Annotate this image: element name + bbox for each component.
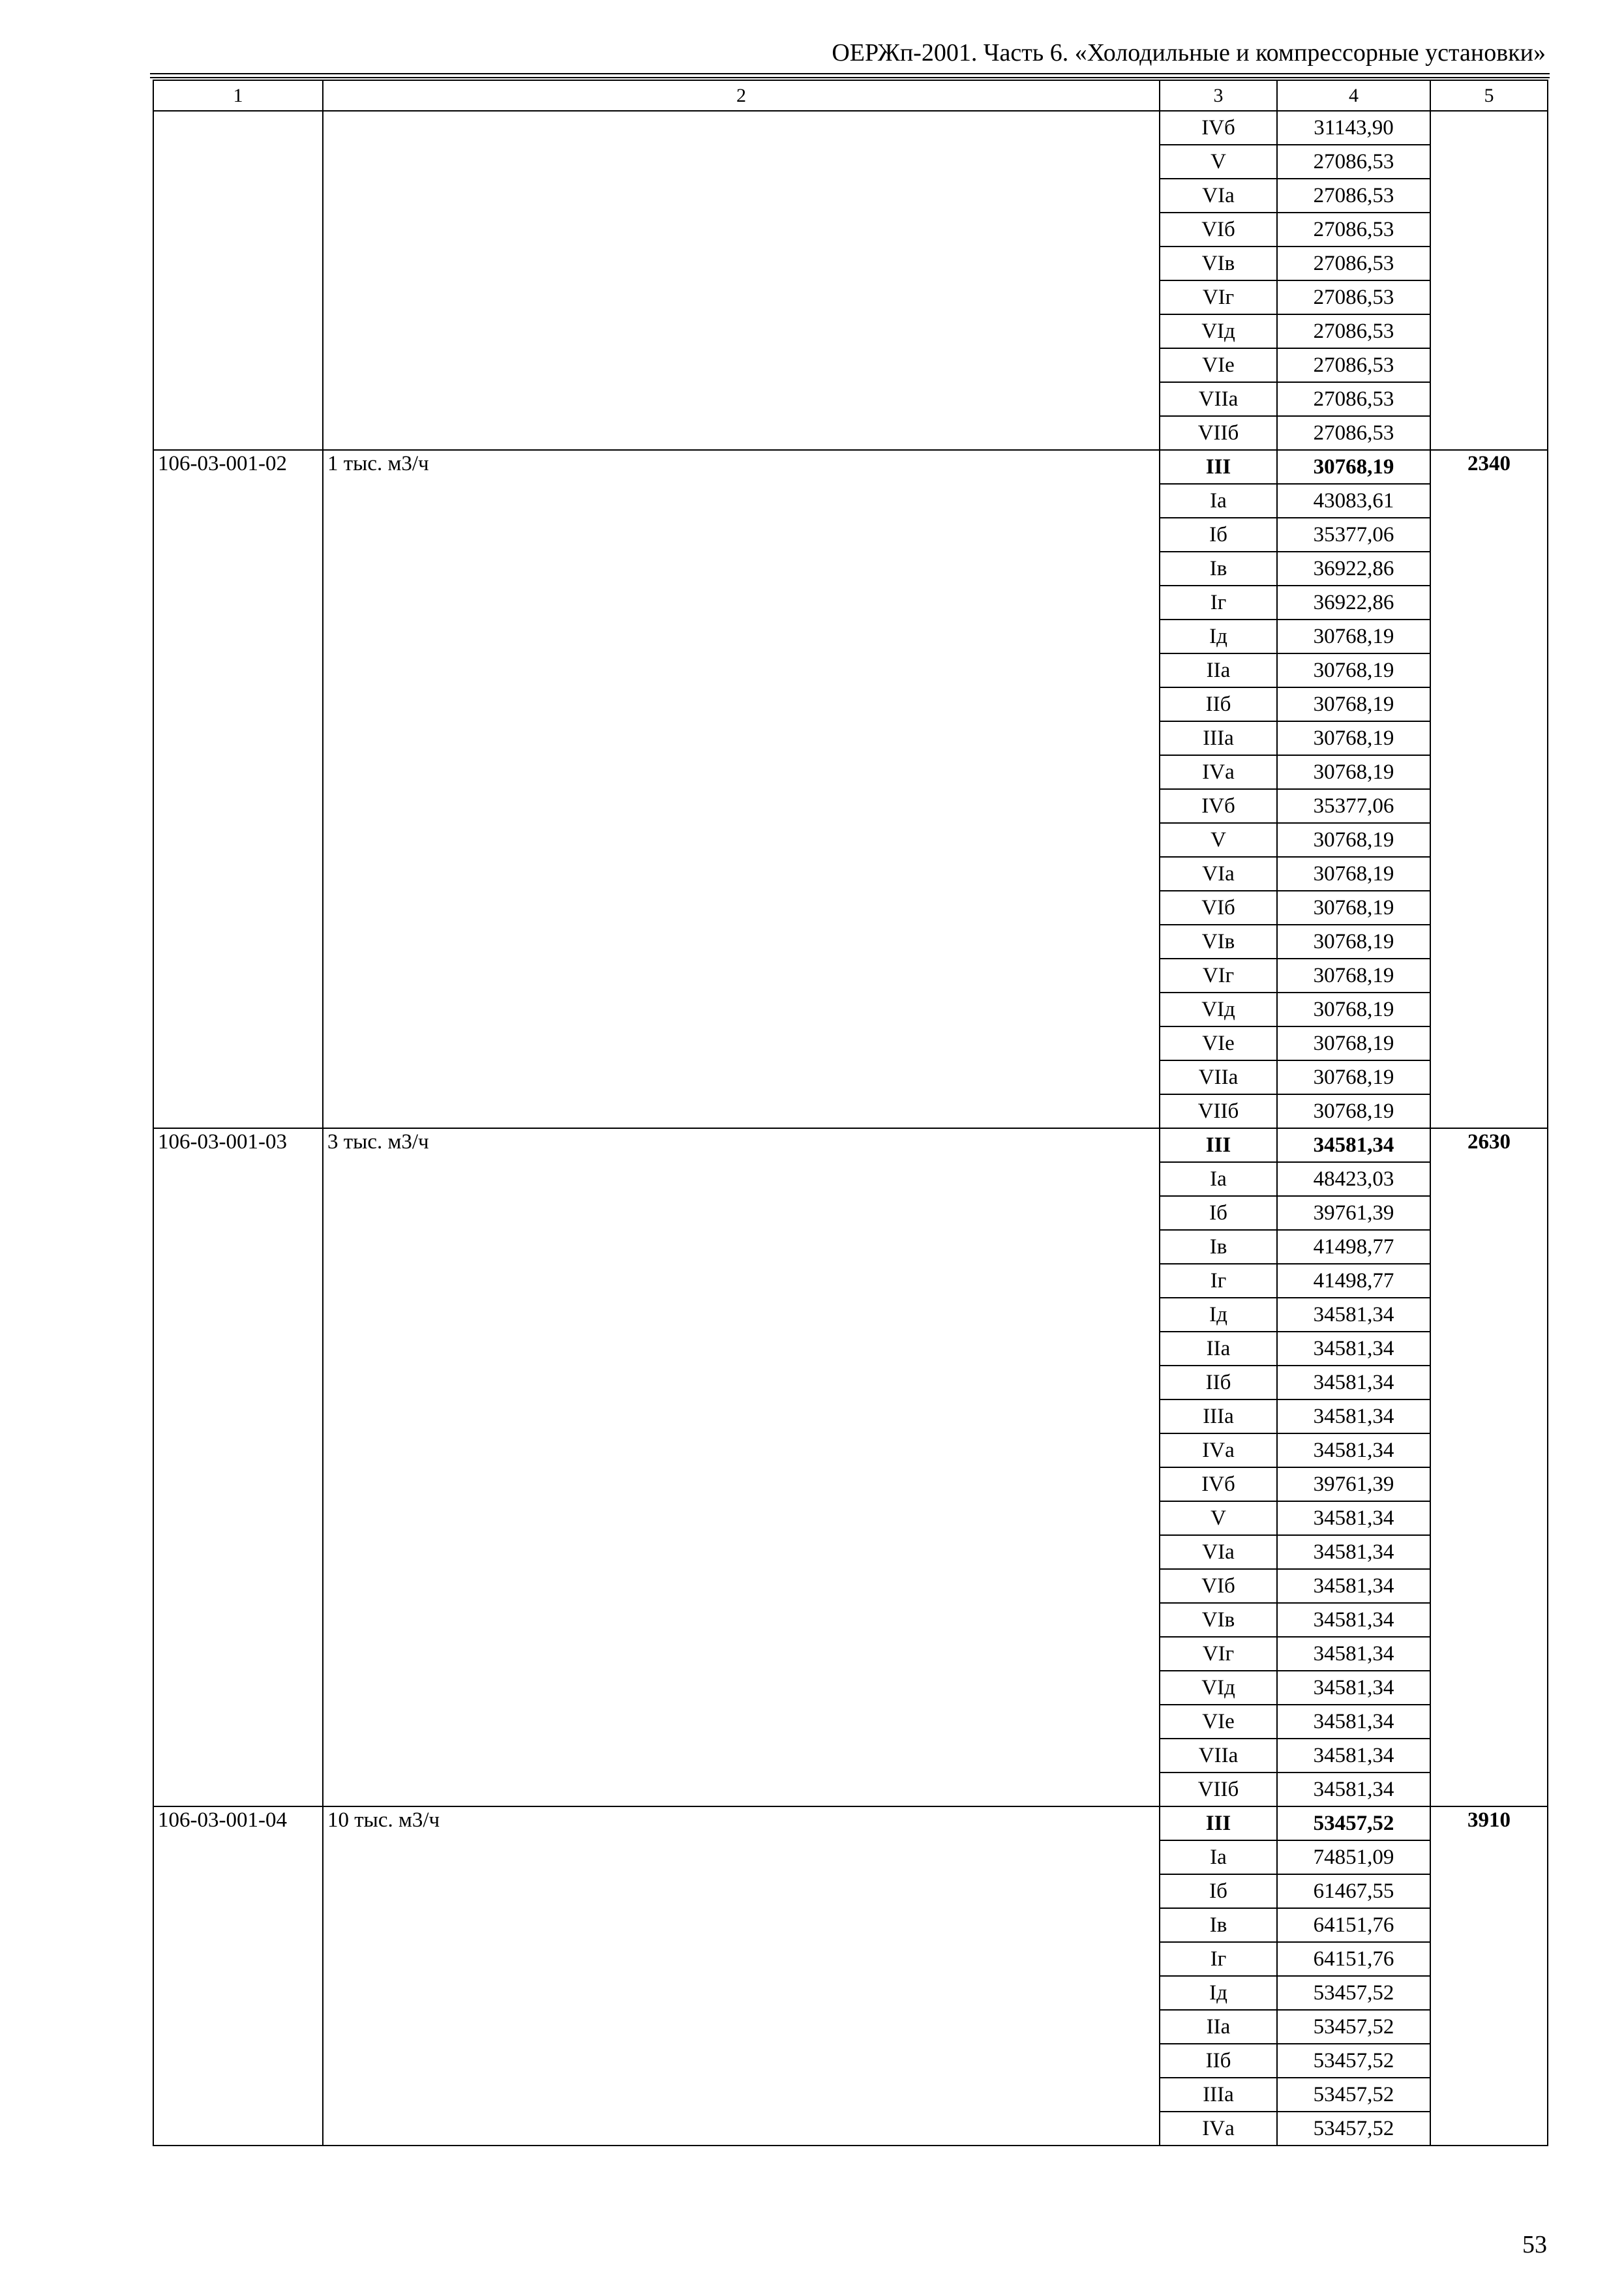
rate-price: 2630 — [1430, 1128, 1548, 1806]
table-row — [153, 1806, 1548, 1840]
zone-cell: VIа — [1160, 857, 1277, 891]
zone-cell: IIа — [1160, 1332, 1277, 1366]
zone-cell: VIг — [1160, 959, 1277, 993]
zone-cell: V — [1160, 1501, 1277, 1535]
rate-price — [1430, 111, 1548, 450]
rate-name — [323, 111, 1160, 450]
value-cell: 34581,34 — [1277, 1298, 1430, 1332]
value-cell: 30768,19 — [1277, 1060, 1430, 1094]
zone-cell: VIIа — [1160, 382, 1277, 416]
rates-table-body — [153, 80, 1548, 2146]
zone-cell: VIб — [1160, 213, 1277, 247]
value-cell: 30768,19 — [1277, 857, 1430, 891]
value-cell: 53457,52 — [1277, 2010, 1430, 2044]
value-cell: 34581,34 — [1277, 1671, 1430, 1705]
zone-cell: IIб — [1160, 687, 1277, 721]
value-cell: 64151,76 — [1277, 1942, 1430, 1976]
zone-cell: V — [1160, 145, 1277, 179]
zone-cell: IIб — [1160, 1366, 1277, 1399]
value-cell: 27086,53 — [1277, 145, 1430, 179]
zone-cell: VIг — [1160, 280, 1277, 314]
value-cell: 30768,19 — [1277, 755, 1430, 789]
zone-cell: VIа — [1160, 179, 1277, 213]
value-cell: 34581,34 — [1277, 1501, 1430, 1535]
zone-cell: IVа — [1160, 2112, 1277, 2146]
value-cell: 30768,19 — [1277, 993, 1430, 1026]
column-number-1: 1 — [153, 80, 323, 111]
value-cell: 31143,90 — [1277, 111, 1430, 145]
rate-code: 106-03-001-03 — [153, 1128, 323, 1806]
zone-cell: IIа — [1160, 653, 1277, 687]
value-cell: 30768,19 — [1277, 620, 1430, 653]
zone-cell: IIб — [1160, 2044, 1277, 2078]
zone-cell: Iд — [1160, 620, 1277, 653]
zone-cell: VIв — [1160, 1603, 1277, 1637]
value-cell: 27086,53 — [1277, 314, 1430, 348]
zone-cell: VIд — [1160, 993, 1277, 1026]
value-cell: 34581,34 — [1277, 1569, 1430, 1603]
zone-cell: Iа — [1160, 1162, 1277, 1196]
page-header-title: ОЕРЖп-2001. Часть 6. «Холодильные и компрессорные установки» — [832, 39, 1546, 67]
zone-cell: Iг — [1160, 586, 1277, 620]
value-cell: 35377,06 — [1277, 518, 1430, 552]
zone-cell: VIб — [1160, 1569, 1277, 1603]
zone-cell: Iг — [1160, 1942, 1277, 1976]
value-cell: 39761,39 — [1277, 1467, 1430, 1501]
value-cell: 34581,34 — [1277, 1128, 1430, 1162]
zone-cell: IVб — [1160, 111, 1277, 145]
zone-cell: VIIб — [1160, 1094, 1277, 1128]
value-cell: 30768,19 — [1277, 1026, 1430, 1060]
value-cell: 41498,77 — [1277, 1264, 1430, 1298]
zone-cell: VIа — [1160, 1535, 1277, 1569]
value-cell: 27086,53 — [1277, 213, 1430, 247]
value-cell: 34581,34 — [1277, 1366, 1430, 1399]
zone-cell: IVа — [1160, 755, 1277, 789]
value-cell: 53457,52 — [1277, 2112, 1430, 2146]
zone-cell: Iв — [1160, 1908, 1277, 1942]
zone-cell: Iа — [1160, 484, 1277, 518]
column-number-2: 2 — [323, 80, 1160, 111]
column-number-4: 4 — [1277, 80, 1430, 111]
zone-cell: VIд — [1160, 314, 1277, 348]
value-cell: 36922,86 — [1277, 552, 1430, 586]
rate-name: 10 тыс. м3/ч — [323, 1806, 1160, 2146]
value-cell: 53457,52 — [1277, 2044, 1430, 2078]
zone-cell: IIа — [1160, 2010, 1277, 2044]
value-cell: 30768,19 — [1277, 959, 1430, 993]
rate-code: 106-03-001-04 — [153, 1806, 323, 2146]
zone-cell: VIе — [1160, 1026, 1277, 1060]
zone-cell: VIIб — [1160, 1773, 1277, 1806]
value-cell: 34581,34 — [1277, 1332, 1430, 1366]
zone-cell: Iд — [1160, 1976, 1277, 2010]
zone-cell: VIд — [1160, 1671, 1277, 1705]
zone-cell: Iв — [1160, 552, 1277, 586]
column-number-5: 5 — [1430, 80, 1548, 111]
value-cell: 34581,34 — [1277, 1705, 1430, 1739]
zone-cell: Iб — [1160, 1874, 1277, 1908]
column-number-3: 3 — [1160, 80, 1277, 111]
rate-name: 3 тыс. м3/ч — [323, 1128, 1160, 1806]
value-cell: 30768,19 — [1277, 687, 1430, 721]
zone-cell: IVб — [1160, 789, 1277, 823]
page-number: 53 — [1522, 2231, 1547, 2258]
zone-cell: Iд — [1160, 1298, 1277, 1332]
zone-cell: VIе — [1160, 348, 1277, 382]
value-cell: 30768,19 — [1277, 721, 1430, 755]
value-cell: 34581,34 — [1277, 1535, 1430, 1569]
zone-cell: VIв — [1160, 925, 1277, 959]
zone-cell: Iа — [1160, 1840, 1277, 1874]
value-cell: 35377,06 — [1277, 789, 1430, 823]
value-cell: 27086,53 — [1277, 382, 1430, 416]
value-cell: 34581,34 — [1277, 1603, 1430, 1637]
value-cell: 61467,55 — [1277, 1874, 1430, 1908]
value-cell: 27086,53 — [1277, 416, 1430, 450]
table-row — [153, 111, 1548, 145]
rate-code — [153, 111, 323, 450]
value-cell: 39761,39 — [1277, 1196, 1430, 1230]
rate-code: 106-03-001-02 — [153, 450, 323, 1128]
zone-cell: Iг — [1160, 1264, 1277, 1298]
value-cell: 27086,53 — [1277, 179, 1430, 213]
zone-cell: V — [1160, 823, 1277, 857]
value-cell: 34581,34 — [1277, 1637, 1430, 1671]
value-cell: 53457,52 — [1277, 1806, 1430, 1840]
rate-price: 3910 — [1430, 1806, 1548, 2146]
zone-cell: VIб — [1160, 891, 1277, 925]
value-cell: 30768,19 — [1277, 1094, 1430, 1128]
value-cell: 30768,19 — [1277, 891, 1430, 925]
column-number-row — [153, 80, 1548, 111]
value-cell: 34581,34 — [1277, 1773, 1430, 1806]
value-cell: 27086,53 — [1277, 348, 1430, 382]
value-cell: 34581,34 — [1277, 1739, 1430, 1773]
value-cell: 27086,53 — [1277, 247, 1430, 280]
zone-cell: IVб — [1160, 1467, 1277, 1501]
zone-cell: IIIа — [1160, 2078, 1277, 2112]
value-cell: 41498,77 — [1277, 1230, 1430, 1264]
value-cell: 34581,34 — [1277, 1433, 1430, 1467]
zone-cell: III — [1160, 1128, 1277, 1162]
value-cell: 53457,52 — [1277, 1976, 1430, 2010]
value-cell: 36922,86 — [1277, 586, 1430, 620]
zone-cell: VIIа — [1160, 1060, 1277, 1094]
value-cell: 27086,53 — [1277, 280, 1430, 314]
zone-cell: III — [1160, 1806, 1277, 1840]
value-cell: 30768,19 — [1277, 653, 1430, 687]
zone-cell: IVа — [1160, 1433, 1277, 1467]
header-rule — [150, 73, 1550, 74]
value-cell: 30768,19 — [1277, 925, 1430, 959]
table-row — [153, 1128, 1548, 1162]
zone-cell: VIIа — [1160, 1739, 1277, 1773]
rate-price: 2340 — [1430, 450, 1548, 1128]
zone-cell: Iв — [1160, 1230, 1277, 1264]
table-row — [153, 450, 1548, 484]
zone-cell: Iб — [1160, 518, 1277, 552]
value-cell: 64151,76 — [1277, 1908, 1430, 1942]
zone-cell: IIIа — [1160, 721, 1277, 755]
value-cell: 53457,52 — [1277, 2078, 1430, 2112]
header-rule-double — [150, 77, 1550, 78]
value-cell: 48423,03 — [1277, 1162, 1430, 1196]
value-cell: 30768,19 — [1277, 450, 1430, 484]
zone-cell: VIе — [1160, 1705, 1277, 1739]
rate-name: 1 тыс. м3/ч — [323, 450, 1160, 1128]
zone-cell: VIв — [1160, 247, 1277, 280]
zone-cell: III — [1160, 450, 1277, 484]
value-cell: 34581,34 — [1277, 1399, 1430, 1433]
value-cell: 74851,09 — [1277, 1840, 1430, 1874]
zone-cell: Iб — [1160, 1196, 1277, 1230]
rates-table — [153, 80, 1548, 2146]
value-cell: 30768,19 — [1277, 823, 1430, 857]
zone-cell: VIIб — [1160, 416, 1277, 450]
zone-cell: VIг — [1160, 1637, 1277, 1671]
zone-cell: IIIа — [1160, 1399, 1277, 1433]
value-cell: 43083,61 — [1277, 484, 1430, 518]
